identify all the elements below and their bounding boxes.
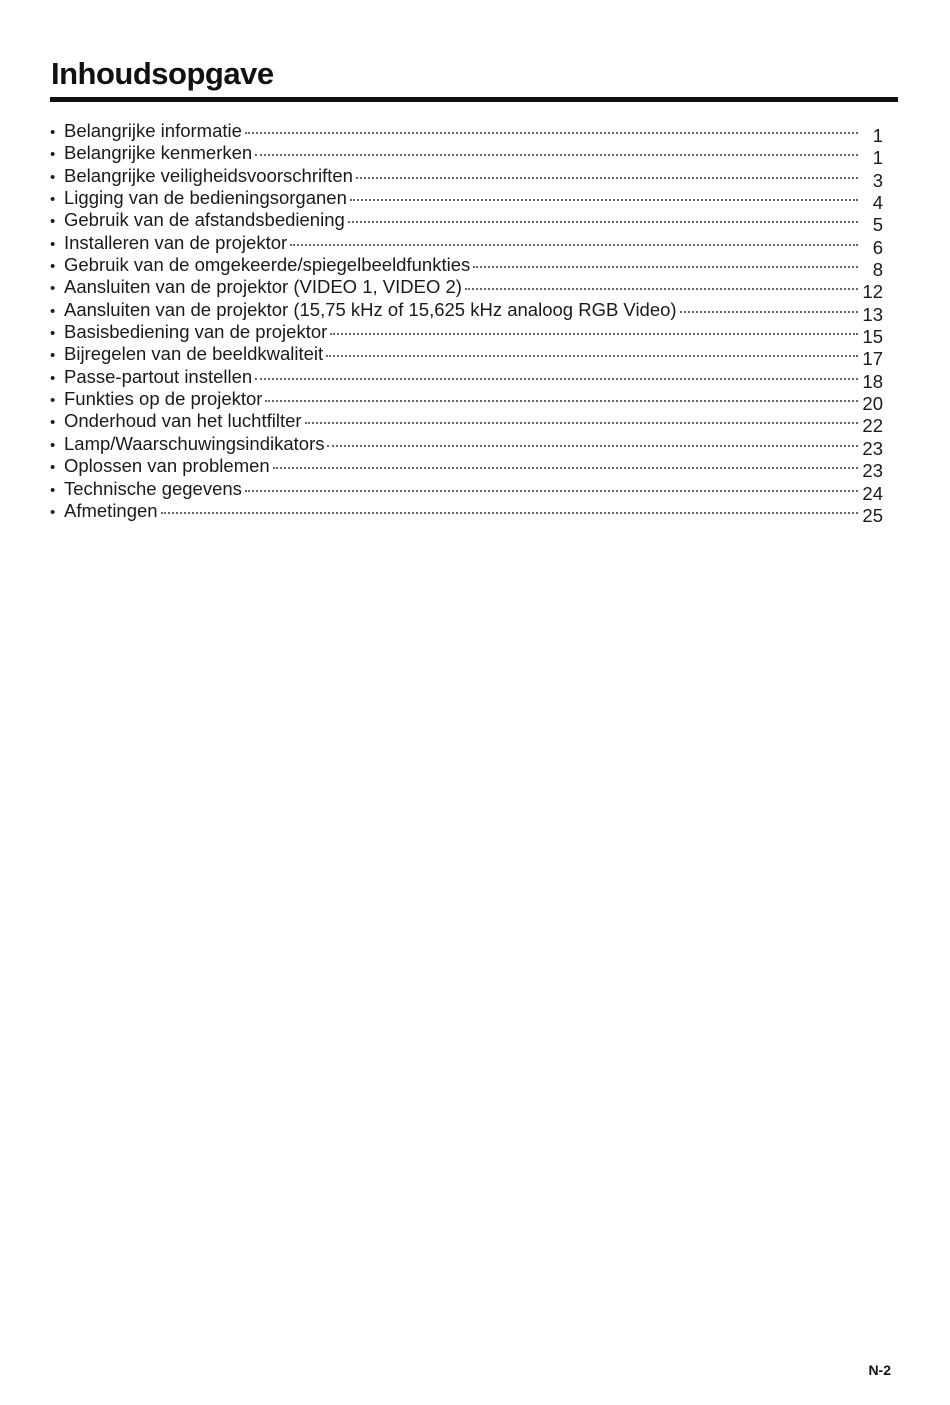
toc-entry-title: Bijregelen van de beeldkwaliteit [64,343,324,365]
dot-leader [465,288,858,290]
dot-leader [245,490,858,492]
dot-leader [473,266,858,268]
toc-entry-page: 22 [862,415,883,437]
toc-entry-page: 13 [862,303,883,325]
bullet-icon: • [50,414,56,432]
toc-entry-page: 24 [862,482,883,504]
toc-entry-title: Passe-partout instellen [64,365,253,387]
toc-entry-title: Belangrijke veiligheidsvoorschriften [64,164,353,186]
toc-entry-page: 1 [872,147,883,169]
toc-entry-page: 5 [872,214,883,236]
bullet-icon: • [50,392,56,410]
toc-entry-page: 17 [862,348,883,370]
toc-entry-page: 25 [862,504,883,526]
toc-entry[interactable] [50,209,883,236]
title-underline [50,97,898,102]
toc-entry[interactable] [50,343,883,370]
bullet-icon: • [50,347,56,365]
toc-entry[interactable] [50,164,883,191]
toc-entry[interactable] [50,254,883,281]
toc-entry[interactable] [50,388,883,415]
page-number: N-2 [868,1362,891,1378]
bullet-icon: • [50,302,56,320]
bullet-icon: • [50,436,56,454]
toc-entry-title: Technische gegevens [64,477,242,499]
toc-entry[interactable] [50,298,883,325]
bullet-icon: • [50,369,56,387]
dot-leader [680,311,858,313]
toc-entry-page: 6 [872,236,883,258]
toc-entry-title: Onderhoud van het luchtfilter [64,410,302,432]
dot-leader [330,333,858,335]
bullet-icon: • [50,235,56,253]
toc-entry[interactable] [50,142,883,169]
toc-entry-title: Afmetingen [64,499,158,521]
dot-leader [348,221,858,223]
toc-entry-page: 1 [872,125,883,146]
bullet-icon: • [50,503,56,521]
toc-entry[interactable] [50,231,883,258]
toc-entry-title: Gebruik van de omgekeerde/spiegelbeeldfunkties [64,254,471,276]
dot-leader [305,422,858,424]
toc-entry-page: 12 [862,281,883,303]
bullet-icon: • [50,213,56,231]
bullet-icon: • [50,168,56,186]
bullet-icon: • [50,124,56,141]
dot-leader [290,244,858,246]
dot-leader [255,378,858,380]
toc-entry-page: 3 [872,169,883,191]
toc-entry[interactable] [50,455,883,482]
toc-entry-page: 15 [862,326,883,348]
dot-leader [161,512,858,514]
page-title: Inhoudsopgave [51,56,274,91]
toc-entry[interactable] [50,187,883,214]
table-of-contents [50,120,883,526]
toc-entry[interactable] [50,321,883,348]
toc-entry[interactable] [50,499,883,526]
dot-leader [356,177,858,179]
bullet-icon: • [50,459,56,477]
toc-entry-title: Oplossen van problemen [64,455,270,477]
dot-leader [273,467,858,469]
toc-entry[interactable] [50,477,883,504]
dot-leader [327,445,858,447]
toc-entry[interactable] [50,276,883,303]
toc-entry-title: Belangrijke kenmerken [64,142,253,164]
toc-entry[interactable] [50,410,883,437]
toc-entry-page: 8 [872,259,883,281]
bullet-icon: • [50,325,56,343]
bullet-icon: • [50,191,56,209]
bullet-icon: • [50,481,56,499]
dot-leader [350,199,858,201]
toc-entry-title: Installeren van de projektor [64,231,288,253]
toc-entry-page: 23 [862,460,883,482]
toc-entry-title: Aansluiten van de projektor (15,75 kHz of 15,625 kHz analoog RGB Video) [64,298,677,320]
toc-entry-page: 18 [862,370,883,392]
dot-leader [326,355,858,357]
toc-entry[interactable] [50,432,883,459]
toc-entry-page: 23 [862,437,883,459]
toc-entry-title: Belangrijke informatie [64,120,242,141]
toc-entry[interactable] [50,365,883,392]
toc-entry-title: Funkties op de projektor [64,388,263,410]
bullet-icon: • [50,258,56,276]
toc-entry[interactable] [50,120,883,146]
bullet-icon: • [50,146,56,164]
toc-entry-title: Ligging van de bedieningsorganen [64,187,347,209]
toc-entry-title: Lamp/Waarschuwingsindikators [64,432,325,454]
dot-leader [255,154,858,156]
dot-leader [265,400,858,402]
bullet-icon: • [50,280,56,298]
toc-entry-page: 4 [872,192,883,214]
dot-leader [245,132,858,134]
toc-entry-page: 20 [862,393,883,415]
toc-entry-title: Gebruik van de afstandsbediening [64,209,345,231]
toc-entry-title: Basisbediening van de projektor [64,321,328,343]
toc-entry-title: Aansluiten van de projektor (VIDEO 1, VIDEO 2) [64,276,462,298]
